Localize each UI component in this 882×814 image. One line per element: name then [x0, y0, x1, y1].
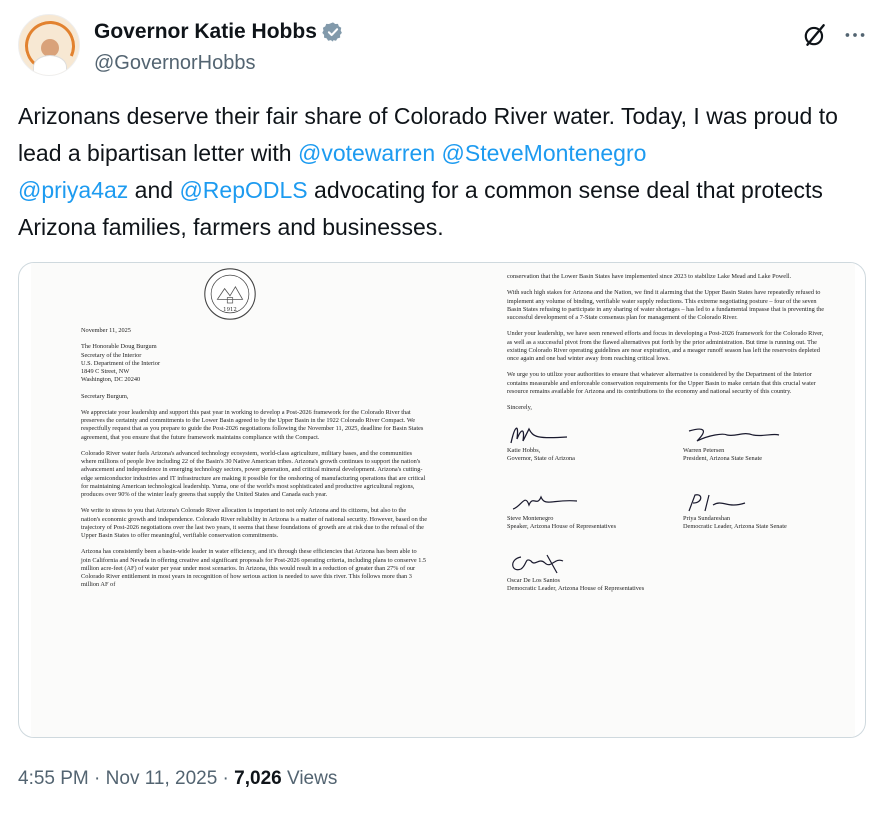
- seal-year: 1912: [223, 307, 237, 314]
- views-count[interactable]: 7,026: [234, 768, 282, 789]
- signer-petersen: [683, 421, 843, 463]
- letter-paragraph: conservation that the Lower Basin States have implemented since 2023 to stabilize Lake Mead and Lake Powell.: [507, 273, 792, 280]
- signer-name: Priya Sundareshan: [683, 514, 731, 522]
- mention-priya4az[interactable]: @priya4az: [18, 177, 129, 203]
- avatar[interactable]: [18, 14, 80, 76]
- grok-icon[interactable]: [802, 22, 828, 48]
- tweet-text-part: advocating for a common sense deal that protects Arizona families, farmers and businesses.: [18, 177, 823, 240]
- signer-sundareshan: [683, 489, 843, 531]
- signer-title: President, Arizona State Senate: [683, 454, 763, 462]
- handle[interactable]: @GovernorHobbs: [94, 52, 256, 74]
- letter-closing: Sincerely,: [507, 404, 532, 412]
- letter-document: [31, 263, 855, 738]
- letter-paragraph: We appreciate your leadership and support this past year in working to develop a Post-2026 framework for the Colorado River that preserves the certainty and commitments to the Lower Basin agreed to by the Upper Basin in the 1922 Colorado River Compact. We respectfully request that as you prepare to guide the Post-2026 negotiations following the November 11, 2025, deadline for Basin States agreement, that you ensure that the future framework maintains compliance with the Compact.: [81, 408, 424, 441]
- meta-separator: ·: [88, 768, 106, 789]
- mention-votewarren[interactable]: @votewarren: [298, 140, 436, 166]
- address-line: The Honorable Doug Burgum: [81, 343, 157, 351]
- address-line: U.S. Department of the Interior: [81, 359, 161, 367]
- letter-date: November 11, 2025: [81, 327, 131, 334]
- tweet-text: [18, 98, 864, 246]
- arizona-seal: [203, 267, 257, 321]
- name-row: [94, 20, 344, 44]
- display-name[interactable]: Governor Katie Hobbs: [94, 20, 317, 43]
- address-line: Washington, DC 20240: [81, 376, 141, 384]
- letter-paragraph: With such high stakes for Arizona and the Nation, we find it alarming that the Upper Basin States have repeatedly refused to implement any volume of binding, verifiable water supply reductions. This extreme negotiating posture – four of the seven Basin States refusing to participate in any sharing of water shortages – has led to a fundamental impasse that is preventing the successful development of a 7-State consensus plan for management of the Colorado River.: [507, 289, 825, 321]
- signature-block: [507, 421, 825, 621]
- signature-delossantos: [507, 551, 587, 577]
- verified-badge-icon[interactable]: [322, 21, 344, 43]
- tweet-time[interactable]: 4:55 PM: [18, 768, 89, 789]
- avatar-person-body: [33, 55, 67, 76]
- mention-stevemontenegro[interactable]: @SteveMontenegro: [441, 140, 647, 166]
- letter-paragraph: Arizona has consistently been a basin-wide leader in water efficiency, and it's through these efficiencies that Arizona has been able to join California and Nevada in offering creative and significant proposals for Post-2026 operating criteria, including plans to conserve 1.5 million acre-feet (AF) of water per year under most scenarios. In Arizona, this would result in a reduction of greater than 27% of our Colorado River entitlement in most years in recognition of how serious action is needed to save this river. This follows more than 3 million AF of: [81, 548, 427, 589]
- meta-separator: ·: [217, 768, 235, 789]
- tweet-header: [18, 14, 866, 84]
- letter-right-column: [507, 273, 825, 621]
- more-options-icon[interactable]: [842, 22, 868, 48]
- signer-name: Oscar De Los Santos: [507, 576, 560, 584]
- letter-salutation: Secretary Burgum,: [81, 392, 129, 400]
- letter-paragraph: We urge you to utilize your authorities to ensure that whatever alternative is considered by the Department of the Interior contains measurable and enforceable conservation requirements for the Upper Basin to make certain that this crucial water resource remains available for Arizona and its contributions to the economy and national security of this country.: [507, 371, 816, 395]
- letter-paragraph: Under your leadership, we have seen renewed efforts and focus in developing a Post-2026 framework for the Colorado River, as well as a successful pivot from the flawed alternatives put forth by the prior administration. But time is running out. The existing Colorado River operating guidelines are near expiration, and a meager runoff season has left the reservoirs depleted once again and one bad winter away from reaching critical lows.: [507, 330, 824, 362]
- tweet-date[interactable]: Nov 11, 2025: [105, 768, 218, 789]
- mention-repodls[interactable]: @RepODLS: [179, 177, 308, 203]
- letter-left-column: [81, 327, 427, 598]
- letter-paragraph: Colorado River water fuels Arizona's advanced technology ecosystem, world-class agriculture, military bases, and the communities where millions of people live including 22 of the Basin's 30 Native American tribes. Arizona's growth continues to support the nation's advancement and independence in emerging technology sectors, power generation, and critical mineral development. Arizona's cutting-edge semiconductor industries and IT infrastructure are making it possible for the onshoring of manufacturing operations that are critical for maintaining American technological leadership. Yuma, one of the world's most sophisticated and productive agricultural regions, produces over 90% of the winter leafy greens that supply the United States and Canada each year.: [81, 449, 426, 498]
- signature-petersen: [683, 421, 783, 447]
- signer-hobbs: [507, 421, 667, 463]
- signer-name: Warren Petersen: [683, 446, 725, 454]
- letter-address: [81, 343, 427, 384]
- tweet-meta: [18, 768, 337, 790]
- address-line: 1849 C Street, NW: [81, 368, 130, 375]
- signer-name: Katie Hobbs,: [507, 446, 541, 454]
- signature-sundareshan: [683, 489, 763, 515]
- address-line: Secretary of the Interior: [81, 351, 142, 359]
- signer-name: Steve Montenegro: [507, 514, 554, 522]
- signer-montenegro: [507, 489, 667, 531]
- tweet-text-part: Arizonans deserve their fair share of Colorado River water. Today, I was proud to lead a bipartisan letter with: [18, 103, 838, 166]
- signer-title: Governor, State of Arizona: [507, 454, 575, 462]
- signature-hobbs: [507, 421, 587, 447]
- signer-title: Speaker, Arizona House of Representatives: [507, 522, 617, 530]
- tweet-text-part: and: [128, 177, 180, 203]
- letter-paragraph: We write to stress to you that Arizona's Colorado River allocation is important to not only Arizona and its citizens, but also to the nation's economic growth and independence. Colorado River reliability in Arizona is a matter of national security. However, based on the trajectory of Post-2026 negotiations over the last two years, it seems that these foundations of growth are at risk due to the refusal of the Upper Basin States to offer meaningful, verifiable conservation commitments.: [81, 507, 427, 539]
- signer-delossantos: [507, 551, 727, 593]
- signature-montenegro: [507, 489, 587, 515]
- views-label: Views: [281, 768, 338, 789]
- signer-title: Democratic Leader, Arizona House of Representatives: [507, 584, 645, 592]
- tweet-media-image[interactable]: [18, 262, 866, 738]
- signer-title: Democratic Leader, Arizona State Senate: [683, 522, 787, 530]
